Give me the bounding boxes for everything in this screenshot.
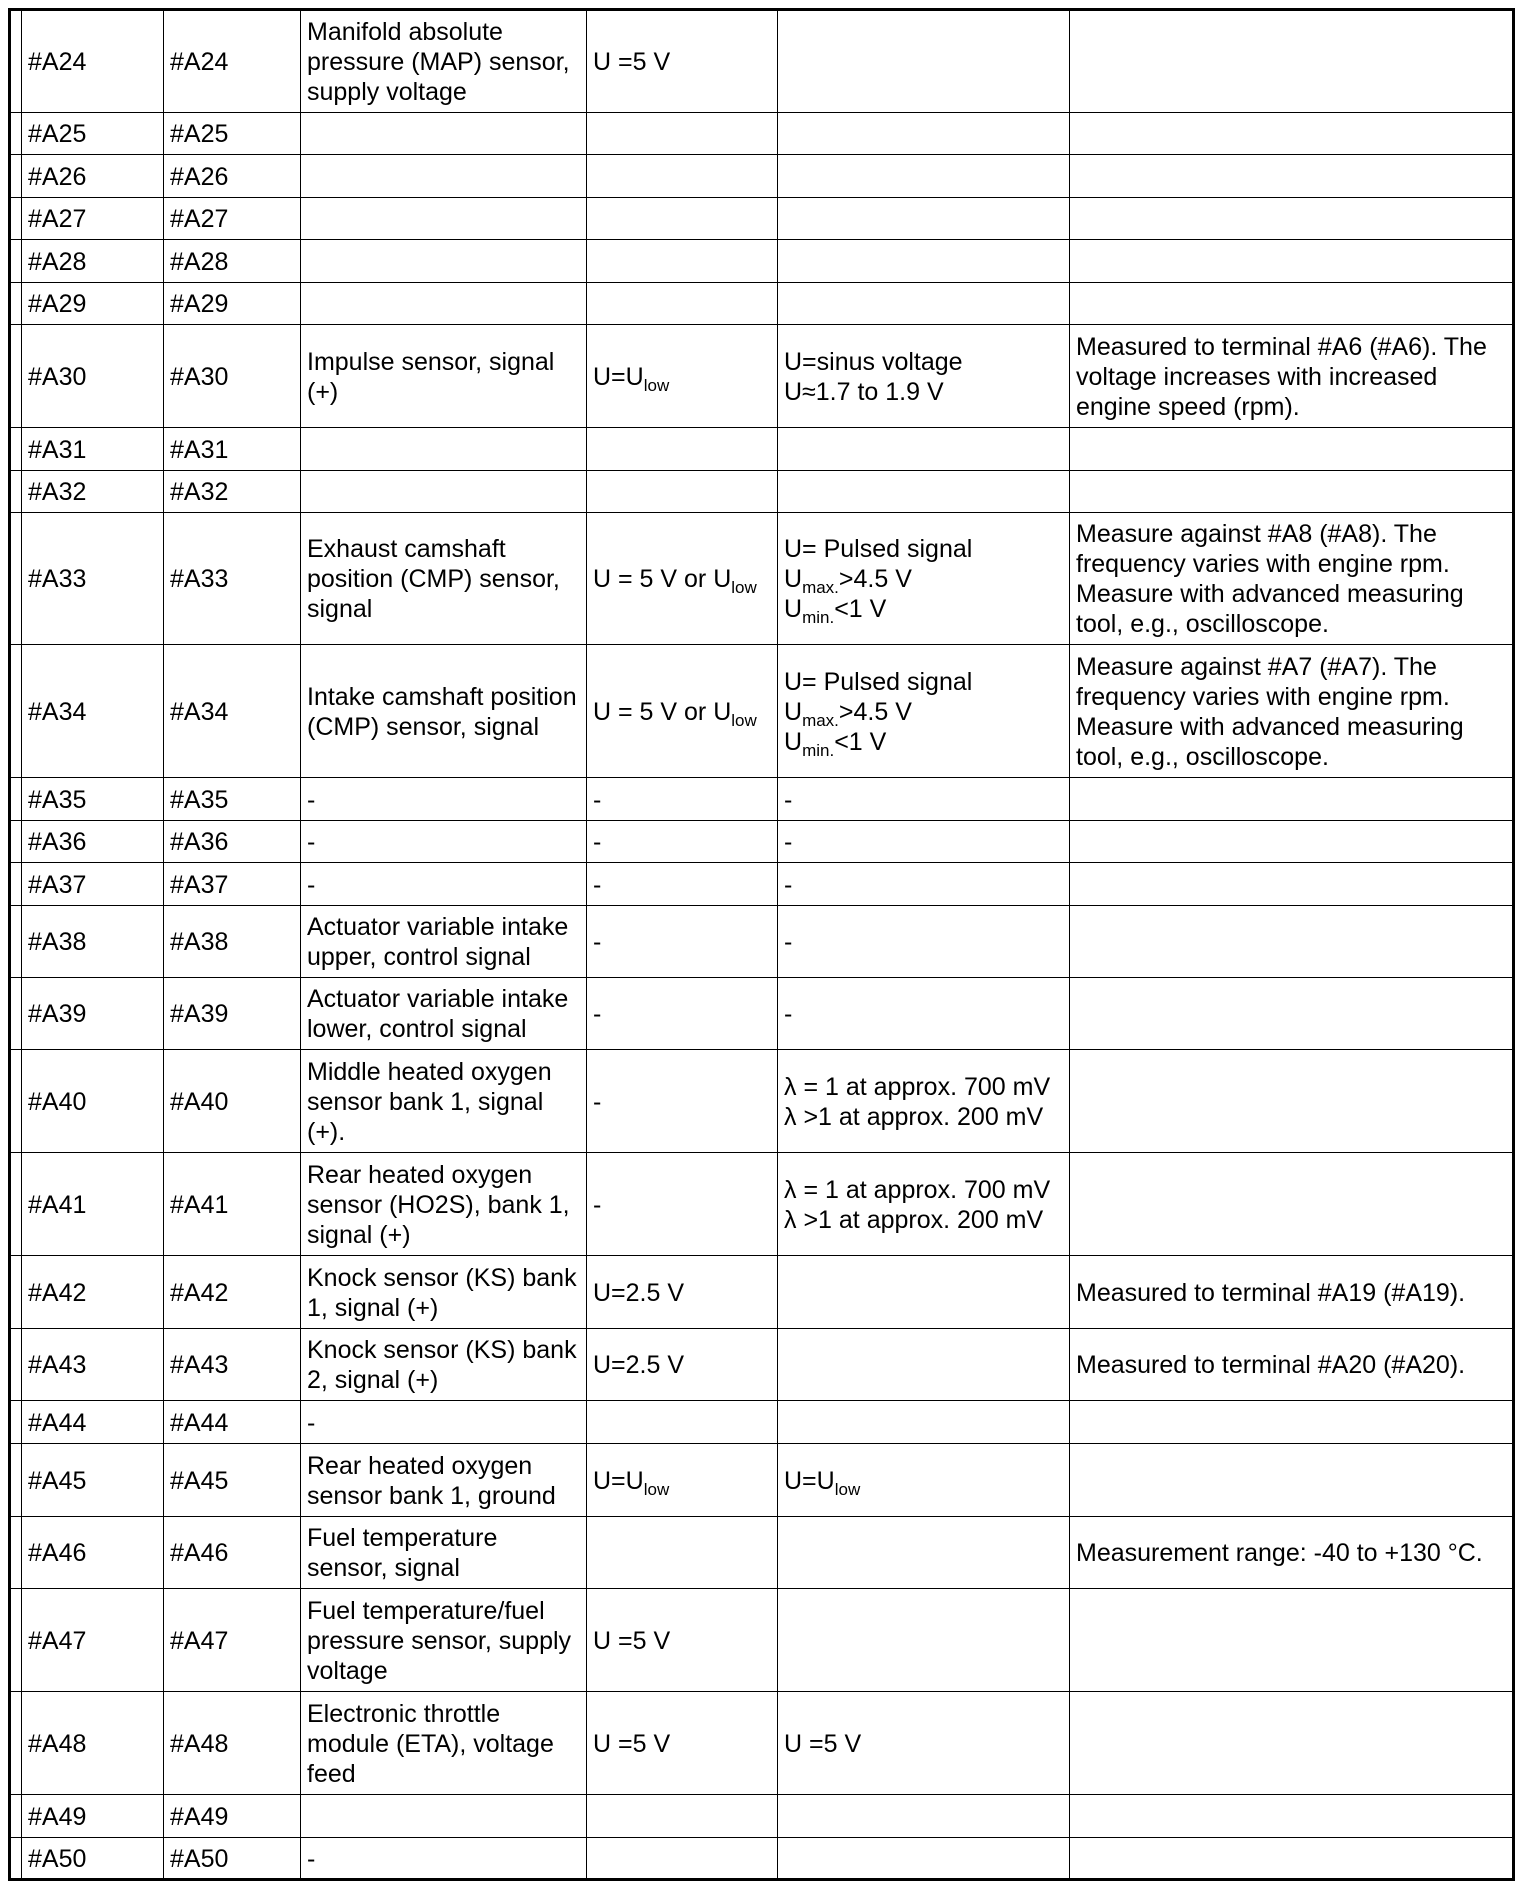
voltage-cell: U = 5 V or $U_{low}$: [587, 513, 778, 645]
description-cell: [301, 428, 587, 471]
connector-pin-cell: #A27: [164, 198, 301, 240]
remarks-cell: [1070, 1795, 1514, 1838]
pin-cell: #A39: [22, 978, 164, 1050]
pin-cell: #A31: [22, 428, 164, 471]
connector-pin-cell: #A40: [164, 1050, 301, 1153]
reading-cell: U= Pulsed signal $U_{max.}>4.5$ V $U_{min.}<1$ V: [778, 513, 1070, 645]
reading-cell: [778, 1838, 1070, 1880]
subscript-text: min.: [802, 608, 835, 627]
pin-cell: #A33: [22, 513, 164, 645]
voltage-cell: -: [587, 778, 778, 821]
voltage-cell: [587, 198, 778, 240]
description-cell: -: [301, 863, 587, 906]
remarks-cell: Measured to terminal #A19 (#A19).: [1070, 1256, 1514, 1329]
subscript-text: low: [731, 578, 757, 597]
row-spacer-cell: [10, 513, 22, 645]
pin-cell: #A24: [22, 10, 164, 113]
row-spacer-cell: [10, 155, 22, 198]
remarks-cell: [1070, 283, 1514, 325]
connector-pin-cell: #A42: [164, 1256, 301, 1329]
connector-pin-cell: #A46: [164, 1517, 301, 1589]
voltage-cell: [587, 283, 778, 325]
reading-cell: [778, 1589, 1070, 1692]
voltage-cell: U=2.5 V: [587, 1256, 778, 1329]
pin-cell: #A34: [22, 645, 164, 778]
remarks-cell: [1070, 1401, 1514, 1444]
description-cell: -: [301, 1838, 587, 1880]
description-cell: Electronic throttle module (ETA), voltage feed: [301, 1692, 587, 1795]
connector-pin-cell: #A33: [164, 513, 301, 645]
remarks-cell: [1070, 471, 1514, 513]
row-spacer-cell: [10, 1795, 22, 1838]
subscript-text: low: [643, 375, 670, 395]
connector-pin-cell: #A41: [164, 1153, 301, 1256]
row-spacer-cell: [10, 113, 22, 155]
pin-cell: #A43: [22, 1329, 164, 1401]
pin-cell: #A50: [22, 1838, 164, 1880]
row-spacer-cell: [10, 821, 22, 863]
remarks-cell: [1070, 1153, 1514, 1256]
reading-cell: [778, 1256, 1070, 1329]
row-spacer-cell: [10, 1153, 22, 1256]
remarks-cell: Measured to terminal #A6 (#A6). The voltage increases with increased engine speed (rpm).: [1070, 325, 1514, 428]
reading-cell: [778, 1329, 1070, 1401]
description-cell: Intake camshaft position (CMP) sensor, signal: [301, 645, 587, 778]
description-cell: [301, 1795, 587, 1838]
connector-pin-cell: #A25: [164, 113, 301, 155]
row-spacer-cell: [10, 1401, 22, 1444]
description-cell: -: [301, 1401, 587, 1444]
reading-cell: U= Pulsed signal $U_{max.}>4.5$ V $U_{min.}<1$ V: [778, 645, 1070, 778]
pin-cell: #A29: [22, 283, 164, 325]
table-row: [10, 283, 1514, 325]
reading-cell: -: [778, 906, 1070, 978]
description-cell: [301, 471, 587, 513]
remarks-cell: Measurement range: -40 to +130 °C.: [1070, 1517, 1514, 1589]
row-spacer-cell: [10, 645, 22, 778]
pin-cell: #A40: [22, 1050, 164, 1153]
voltage-cell: -: [587, 821, 778, 863]
row-spacer-cell: [10, 1838, 22, 1880]
connector-pin-cell: #A37: [164, 863, 301, 906]
voltage-cell: [587, 1401, 778, 1444]
voltage-cell: [587, 471, 778, 513]
table-row: [10, 778, 1514, 821]
description-cell: Middle heated oxygen sensor bank 1, signal (+).: [301, 1050, 587, 1153]
row-spacer-cell: [10, 1444, 22, 1517]
description-cell: [301, 113, 587, 155]
reading-cell: U=sinus voltage U≈1.7 to 1.9 V: [778, 325, 1070, 428]
remarks-cell: Measure against #A7 (#A7). The frequency varies with engine rpm. Measure with advanced measuring tool, e.g., oscilloscope.: [1070, 645, 1514, 778]
description-cell: [301, 198, 587, 240]
connector-pin-cell: #A38: [164, 906, 301, 978]
table-body: [10, 10, 1514, 1880]
table-row: [10, 1444, 1514, 1517]
reading-cell: [778, 428, 1070, 471]
description-cell: Knock sensor (KS) bank 1, signal (+): [301, 1256, 587, 1329]
connector-pin-cell: #A30: [164, 325, 301, 428]
row-spacer-cell: [10, 1589, 22, 1692]
reading-cell: λ = 1 at approx. 700 mV λ >1 at approx. 200 mV: [778, 1050, 1070, 1153]
subscript-text: max.: [802, 578, 839, 597]
row-spacer-cell: [10, 863, 22, 906]
pin-cell: #A38: [22, 906, 164, 978]
row-spacer-cell: [10, 1256, 22, 1329]
connector-pin-cell: #A31: [164, 428, 301, 471]
description-cell: Fuel temperature/fuel pressure sensor, supply voltage: [301, 1589, 587, 1692]
row-spacer-cell: [10, 198, 22, 240]
pin-cell: #A32: [22, 471, 164, 513]
voltage-cell: -: [587, 1050, 778, 1153]
remarks-cell: [1070, 821, 1514, 863]
reading-cell: [778, 10, 1070, 113]
connector-pin-cell: #A34: [164, 645, 301, 778]
row-spacer-cell: [10, 906, 22, 978]
table-row: [10, 10, 1514, 113]
pin-cell: #A35: [22, 778, 164, 821]
pin-cell: #A48: [22, 1692, 164, 1795]
row-spacer-cell: [10, 1692, 22, 1795]
description-cell: -: [301, 778, 587, 821]
row-spacer-cell: [10, 778, 22, 821]
row-spacer-cell: [10, 1329, 22, 1401]
reading-cell: [778, 155, 1070, 198]
subscript-text: low: [834, 1479, 861, 1499]
table-row: [10, 155, 1514, 198]
description-cell: Rear heated oxygen sensor (HO2S), bank 1, signal (+): [301, 1153, 587, 1256]
voltage-cell: -: [587, 1153, 778, 1256]
description-cell: -: [301, 821, 587, 863]
reading-cell: [778, 1517, 1070, 1589]
pin-cell: #A36: [22, 821, 164, 863]
connector-pin-cell: #A48: [164, 1692, 301, 1795]
remarks-cell: [1070, 1444, 1514, 1517]
description-cell: Rear heated oxygen sensor bank 1, ground: [301, 1444, 587, 1517]
pin-cell: #A26: [22, 155, 164, 198]
voltage-cell: U =5 V: [587, 1692, 778, 1795]
table-row: [10, 240, 1514, 283]
row-spacer-cell: [10, 428, 22, 471]
voltage-cell: [587, 240, 778, 283]
pin-cell: #A25: [22, 113, 164, 155]
row-spacer-cell: [10, 1050, 22, 1153]
table-row: [10, 428, 1514, 471]
connector-pin-cell: #A50: [164, 1838, 301, 1880]
remarks-cell: [1070, 113, 1514, 155]
connector-pin-cell: #A45: [164, 1444, 301, 1517]
row-spacer-cell: [10, 240, 22, 283]
connector-pin-cell: #A26: [164, 155, 301, 198]
remarks-cell: [1070, 978, 1514, 1050]
row-spacer-cell: [10, 1517, 22, 1589]
description-cell: Actuator variable intake upper, control signal: [301, 906, 587, 978]
connector-pin-cell: #A29: [164, 283, 301, 325]
pin-cell: #A46: [22, 1517, 164, 1589]
connector-pin-cell: #A24: [164, 10, 301, 113]
remarks-cell: [1070, 1838, 1514, 1880]
remarks-cell: [1070, 155, 1514, 198]
pin-cell: #A27: [22, 198, 164, 240]
description-cell: Exhaust camshaft position (CMP) sensor, signal: [301, 513, 587, 645]
connector-pin-cell: #A47: [164, 1589, 301, 1692]
table-row: [10, 978, 1514, 1050]
connector-pin-cell: #A36: [164, 821, 301, 863]
voltage-cell: [587, 1838, 778, 1880]
subscript-text: max.: [802, 710, 839, 730]
remarks-cell: Measure against #A8 (#A8). The frequency varies with engine rpm. Measure with advanced measuring tool, e.g., oscilloscope.: [1070, 513, 1514, 645]
description-cell: Knock sensor (KS) bank 2, signal (+): [301, 1329, 587, 1401]
voltage-cell: -: [587, 978, 778, 1050]
reading-cell: U =5 V: [778, 1692, 1070, 1795]
voltage-cell: U = 5 V or $U_{low}$: [587, 645, 778, 778]
remarks-cell: Measured to terminal #A20 (#A20).: [1070, 1329, 1514, 1401]
remarks-cell: [1070, 428, 1514, 471]
description-cell: Impulse sensor, signal (+): [301, 325, 587, 428]
remarks-cell: [1070, 1050, 1514, 1153]
table-row: [10, 863, 1514, 906]
reading-cell: [778, 198, 1070, 240]
voltage-cell: [587, 428, 778, 471]
pin-cell: #A49: [22, 1795, 164, 1838]
table-row: [10, 471, 1514, 513]
remarks-cell: [1070, 1589, 1514, 1692]
remarks-cell: [1070, 906, 1514, 978]
pin-cell: #A30: [22, 325, 164, 428]
row-spacer-cell: [10, 10, 22, 113]
voltage-cell: U =5 V: [587, 1589, 778, 1692]
voltage-cell: -: [587, 863, 778, 906]
subscript-text: low: [731, 710, 757, 730]
pin-cell: #A37: [22, 863, 164, 906]
reading-cell: [778, 283, 1070, 325]
table-row: [10, 906, 1514, 978]
remarks-cell: [1070, 198, 1514, 240]
table-row: [10, 325, 1514, 428]
reading-cell: -: [778, 863, 1070, 906]
voltage-cell: [587, 1517, 778, 1589]
connector-pin-cell: #A35: [164, 778, 301, 821]
table-row: [10, 1329, 1514, 1401]
pin-table: [8, 8, 1515, 1881]
remarks-cell: [1070, 10, 1514, 113]
reading-cell: [778, 1795, 1070, 1838]
description-cell: Fuel temperature sensor, signal: [301, 1517, 587, 1589]
row-spacer-cell: [10, 978, 22, 1050]
description-cell: Actuator variable intake lower, control signal: [301, 978, 587, 1050]
table-row: [10, 113, 1514, 155]
pin-cell: #A42: [22, 1256, 164, 1329]
connector-pin-cell: #A39: [164, 978, 301, 1050]
description-cell: [301, 283, 587, 325]
connector-pin-cell: #A28: [164, 240, 301, 283]
voltage-cell: $U=U_{low}$: [587, 1444, 778, 1517]
table-row: [10, 198, 1514, 240]
reading-cell: [778, 1401, 1070, 1444]
pin-cell: #A41: [22, 1153, 164, 1256]
reading-cell: λ = 1 at approx. 700 mV λ >1 at approx. 200 mV: [778, 1153, 1070, 1256]
connector-pin-cell: #A43: [164, 1329, 301, 1401]
table-row: [10, 821, 1514, 863]
voltage-cell: U=2.5 V: [587, 1329, 778, 1401]
table-row: [10, 1517, 1514, 1589]
reading-cell: [778, 471, 1070, 513]
table-row: [10, 1795, 1514, 1838]
reading-cell: -: [778, 778, 1070, 821]
voltage-cell: U =5 V: [587, 10, 778, 113]
row-spacer-cell: [10, 283, 22, 325]
reading-cell: $U=U_{low}$: [778, 1444, 1070, 1517]
connector-pin-cell: #A44: [164, 1401, 301, 1444]
pin-cell: #A45: [22, 1444, 164, 1517]
table-row: [10, 1050, 1514, 1153]
remarks-cell: [1070, 778, 1514, 821]
table-row: [10, 513, 1514, 645]
table-row: [10, 1589, 1514, 1692]
description-cell: [301, 155, 587, 198]
table-row: [10, 1256, 1514, 1329]
connector-pin-cell: #A32: [164, 471, 301, 513]
reading-cell: [778, 113, 1070, 155]
voltage-cell: [587, 113, 778, 155]
connector-pin-cell: #A49: [164, 1795, 301, 1838]
row-spacer-cell: [10, 325, 22, 428]
voltage-cell: -: [587, 906, 778, 978]
remarks-cell: [1070, 240, 1514, 283]
table-row: [10, 1153, 1514, 1256]
description-cell: Manifold absolute pressure (MAP) sensor, supply voltage: [301, 10, 587, 113]
voltage-cell: $U=U_{low}$: [587, 325, 778, 428]
subscript-text: min.: [802, 740, 835, 760]
table-row: [10, 1401, 1514, 1444]
reading-cell: -: [778, 978, 1070, 1050]
description-cell: [301, 240, 587, 283]
subscript-text: low: [643, 1479, 670, 1499]
reading-cell: [778, 240, 1070, 283]
remarks-cell: [1070, 1692, 1514, 1795]
row-spacer-cell: [10, 471, 22, 513]
voltage-cell: [587, 1795, 778, 1838]
voltage-cell: [587, 155, 778, 198]
pin-cell: #A47: [22, 1589, 164, 1692]
table-row: [10, 1838, 1514, 1880]
table-row: [10, 1692, 1514, 1795]
pin-cell: #A28: [22, 240, 164, 283]
remarks-cell: [1070, 863, 1514, 906]
table-row: [10, 645, 1514, 778]
reading-cell: -: [778, 821, 1070, 863]
pin-cell: #A44: [22, 1401, 164, 1444]
